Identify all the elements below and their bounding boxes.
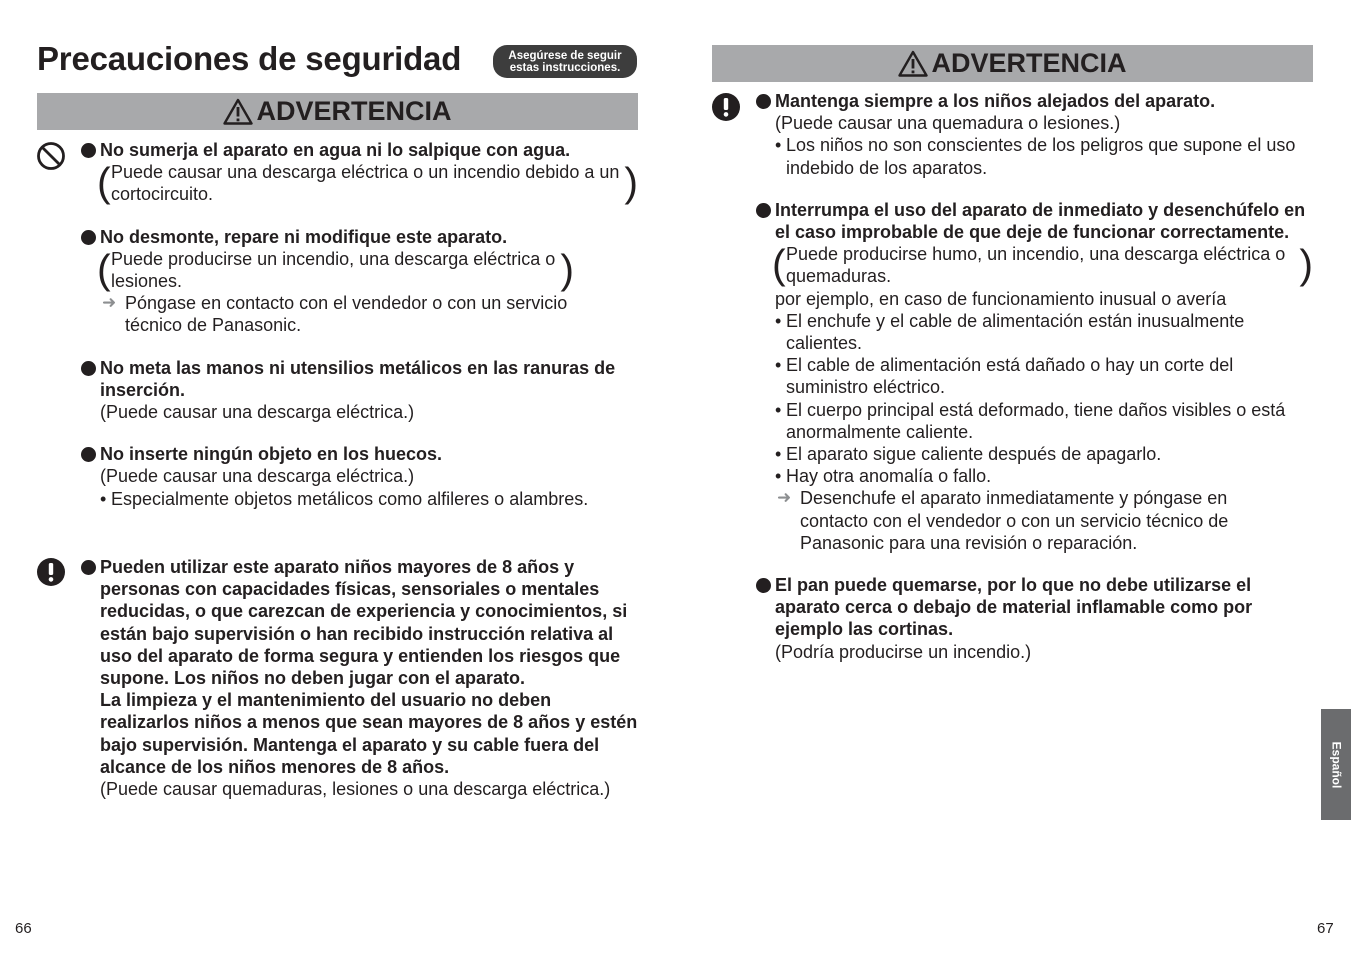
exclamation-icon — [36, 557, 66, 587]
exclamation-icon — [711, 92, 741, 122]
item-heading-continued: La limpieza y el mantenimiento del usuario no deben realizarlos niños a menos que sean mayores de 8 años y estén bajo supervisión. Mantenga el aparato y su cable fuera del alcance de los niños menores de 8 años. — [100, 690, 638, 777]
item-action: ➜ Póngase en contacto con el vendedor o con un servicio técnico de Panasonic. — [81, 292, 595, 336]
warning-banner-right — [712, 45, 1313, 82]
instructions-badge — [493, 45, 637, 78]
item-bullet: • Especialmente objetos metálicos como alfileres o alambres. — [81, 488, 638, 510]
item-heading: No meta las manos ni utensilios metálicos en las ranuras de inserción. — [81, 357, 638, 401]
warning-banner-label: ADVERTENCIA — [931, 48, 1127, 78]
language-tab — [1321, 709, 1351, 820]
item-note: ( Puede causar una descarga eléctrica o un incendio debido a un cortocircuito. ) — [81, 161, 638, 205]
item-heading: No inserte ningún objeto en los huecos. — [81, 443, 638, 465]
item-bullet: • El enchufe y el cable de alimentación están inusualmente calientes. — [756, 310, 1313, 354]
item-note: ( Puede producirse humo, un incendio, una descarga eléctrica o quemaduras. ) — [756, 243, 1313, 287]
item-bullet: • El aparato sigue caliente después de apagarlo. — [756, 443, 1313, 465]
warning-banner-left — [37, 93, 638, 130]
language-tab-label: Español — [1329, 741, 1343, 788]
item-bullet: • El cuerpo principal está deformado, tiene daños visibles o está anormalmente caliente. — [756, 399, 1313, 443]
item-note: (Podría producirse un incendio.) — [775, 641, 1032, 662]
page-number-left: 66 — [15, 920, 32, 937]
right-mandatory — [756, 90, 1313, 663]
item-bullet: • Los niños no son conscientes de los peligros que supone el uso indebido de los aparatos. — [756, 134, 1313, 178]
item-heading: No desmonte, repare ni modifique este aparato. — [81, 226, 638, 248]
item-heading: Mantenga siempre a los niños alejados del aparato. — [756, 90, 1313, 112]
item-note: (Puede causar una descarga eléctrica.) — [100, 466, 415, 487]
item-heading: Interrumpa el uso del aparato de inmediato y desenchúfelo en el caso improbable de que deje de funcionar correctamente. — [756, 199, 1313, 243]
item-action: ➜ Desenchufe el aparato inmediatamente y póngase en contacto con el vendedor o con un servicio técnico de Panasonic para una revisión o reparación. — [756, 487, 1250, 554]
warning-triangle-icon — [223, 98, 253, 125]
left-mandatory — [81, 556, 638, 800]
item-heading: El pan puede quemarse, por lo que no debe utilizarse el aparato cerca o debajo de material inflamable como por ejemplo las cortinas. — [756, 574, 1313, 641]
item-note: ( Puede producirse un incendio, una descarga eléctrica o lesiones. ) — [81, 248, 574, 292]
page-number-right: 67 — [1317, 920, 1334, 937]
item-note: (Puede causar una quemadura o lesiones.) — [775, 113, 1121, 134]
item-bullet: • Hay otra anomalía o fallo. — [756, 465, 1313, 487]
item-note: (Puede causar una descarga eléctrica.) — [100, 402, 415, 423]
warning-triangle-icon — [898, 50, 928, 77]
warning-banner-label: ADVERTENCIA — [256, 96, 452, 126]
item-heading: No sumerja el aparato en agua ni lo salpique con agua. — [81, 139, 638, 161]
item-bullet: • El cable de alimentación está dañado o hay un corte del suministro eléctrico. — [756, 354, 1313, 398]
left-prohibitions — [81, 139, 638, 510]
prohibition-icon — [36, 141, 66, 171]
item-heading: Pueden utilizar este aparato niños mayores de 8 años y personas con capacidades físicas, sensoriales o mentales reducidas, o que carezcan de experiencia y conocimientos, si están bajo supervisión o han recibido instrucción relativa al uso del aparato de forma segura y entienden los riesgos que supone. Los niños no deben jugar con el aparato. — [81, 556, 638, 689]
item-example: por ejemplo, en caso de funcionamiento inusual o avería — [775, 288, 1227, 309]
page-title: Precauciones de seguridad — [37, 40, 462, 77]
badge-text: Asegúrese de seguir estas instrucciones. — [508, 49, 622, 74]
item-note: (Puede causar quemaduras, lesiones o una descarga eléctrica.) — [100, 779, 611, 800]
